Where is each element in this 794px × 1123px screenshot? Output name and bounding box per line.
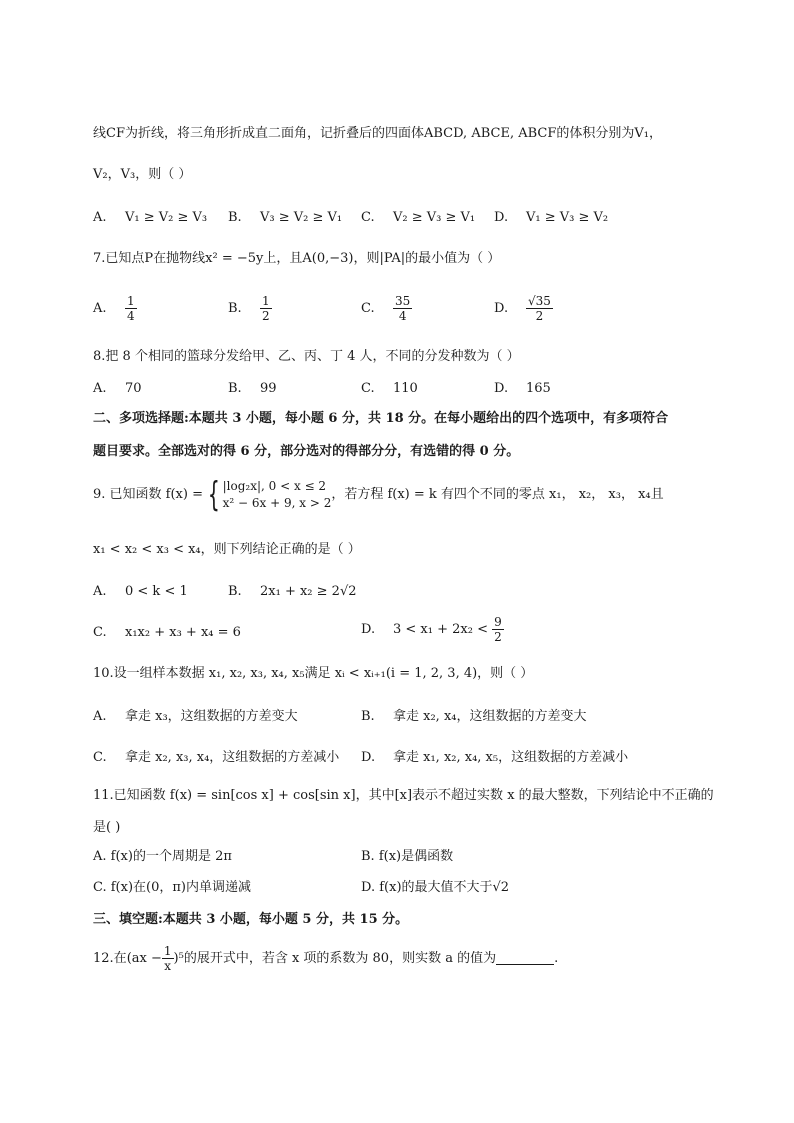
q9-stem-line2: x₁ < x₂ < x₃ < x₄，则下列结论正确的是（ ） bbox=[93, 542, 361, 557]
q7-stem: 7.已知点P在抛物线x² = −5y上，且A(0,−3)，则|PA|的最小值为（ ） bbox=[93, 251, 501, 266]
q7-option-d: D. $\frac{√35}{2}$ bbox=[494, 294, 551, 323]
q8-option-c: C. 110 bbox=[361, 381, 418, 396]
q8-option-a: A. 70 bbox=[93, 381, 142, 396]
q6-stem-line2: V₂，V₃，则（ ） bbox=[93, 167, 192, 182]
q10-stem: 10.设一组样本数据 x₁, x₂, x₃, x₄, x₅满足 xᵢ < xᵢ₊₁(i = 1, 2, 3, 4)，则（ ） bbox=[93, 666, 534, 681]
q8-option-d: D. 165 bbox=[494, 381, 551, 396]
q7-option-c: C. $\frac{35}{4}$ bbox=[361, 294, 411, 323]
q9-stem-line1 bbox=[93, 475, 664, 515]
q12-stem: 12.在 (ax − $\frac{1}{x}$ )⁵ 的展开式中，若含 x 项的系数为 80，则实数 a 的值为 . bbox=[93, 944, 559, 973]
q9-option-b: B. 2x₁ + x₂ ≥ 2√2 bbox=[228, 584, 357, 599]
q8-stem: 8.把 8 个相同的篮球分发给甲、乙、丙、丁 4 人，不同的分发种数为（ ） bbox=[93, 349, 520, 364]
q9-stem-pre: 9. 已知函数 f(x) = bbox=[93, 487, 203, 502]
q12-fraction: $\frac{1}{x}$ bbox=[163, 944, 172, 973]
q10-option-c: C. 拿走 x₂, x₃, x₄，这组数据的方差减小 bbox=[93, 750, 340, 765]
q9-stem-post: ，若方程 f(x) = k 有四个不同的零点 x₁， x₂， x₃， x₄且 bbox=[331, 487, 664, 502]
q10-option-a: A. 拿走 x₃，这组数据的方差变大 bbox=[93, 709, 298, 724]
q9-option-a: A. 0 < k < 1 bbox=[93, 584, 188, 599]
q11-option-d: D. f(x)的最大值不大于√2 bbox=[361, 880, 510, 895]
piecewise-case-2: x² − 6x + 9, x > 2 bbox=[222, 496, 332, 510]
piecewise-function: { |log₂x|, 0 < x ≤ 2 x² − 6x + 9, x > 2 bbox=[207, 475, 332, 515]
q9-option-c: C. x₁x₂ + x₃ + x₄ = 6 bbox=[93, 625, 241, 640]
q11-option-b: B. f(x)是偶函数 bbox=[361, 849, 454, 864]
q6-option-b: B. V₃ ≥ V₂ ≥ V₁ bbox=[228, 210, 343, 225]
q11-stem-line1: 11.已知函数 f(x) = sin[cos x] + cos[sin x]，其中[x]表示不超过实数 x 的最大整数，下列结论中不正确的 bbox=[93, 788, 714, 803]
q7-option-a: A. $\frac{1}{4}$ bbox=[93, 294, 135, 323]
piecewise-case-1: |log₂x|, 0 < x ≤ 2 bbox=[222, 479, 327, 493]
q10-option-b: B. 拿走 x₂, x₄，这组数据的方差变大 bbox=[361, 709, 587, 724]
q11-stem-line2: 是( ) bbox=[93, 820, 121, 835]
section2-heading-line1: 二、多项选择题:本题共 3 小题，每小题 6 分，共 18 分。在每小题给出的四个选项中，有多项符合 bbox=[93, 411, 669, 426]
section3-heading: 三、填空题:本题共 3 小题，每小题 5 分，共 15 分。 bbox=[93, 912, 409, 927]
q6-stem-line1: 线CF为折线，将三角形折成直二面角，记折叠后的四面体ABCD, ABCE, ABCF的体积分别为V₁， bbox=[93, 126, 662, 141]
answer-blank[interactable] bbox=[496, 952, 554, 965]
q7-option-b: B. $\frac{1}{2}$ bbox=[228, 294, 270, 323]
q6-option-a: A. V₁ ≥ V₂ ≥ V₃ bbox=[93, 210, 208, 225]
q6-option-d: D. V₁ ≥ V₃ ≥ V₂ bbox=[494, 210, 609, 225]
q6-option-c: C. V₂ ≥ V₃ ≥ V₁ bbox=[361, 210, 476, 225]
q11-option-a: A. f(x)的一个周期是 2π bbox=[93, 849, 232, 864]
q9-option-d: D. 3 < x₁ + 2x₂ < $\frac{9}{2}$ bbox=[361, 615, 502, 644]
section2-heading-line2: 题目要求。全部选对的得 6 分，部分选对的得部分分，有选错的得 0 分。 bbox=[93, 444, 520, 459]
q11-option-c: C. f(x)在(0，π)内单调递减 bbox=[93, 880, 251, 895]
q8-option-b: B. 99 bbox=[228, 381, 277, 396]
q10-option-d: D. 拿走 x₁, x₂, x₄, x₅，这组数据的方差减小 bbox=[361, 750, 629, 765]
